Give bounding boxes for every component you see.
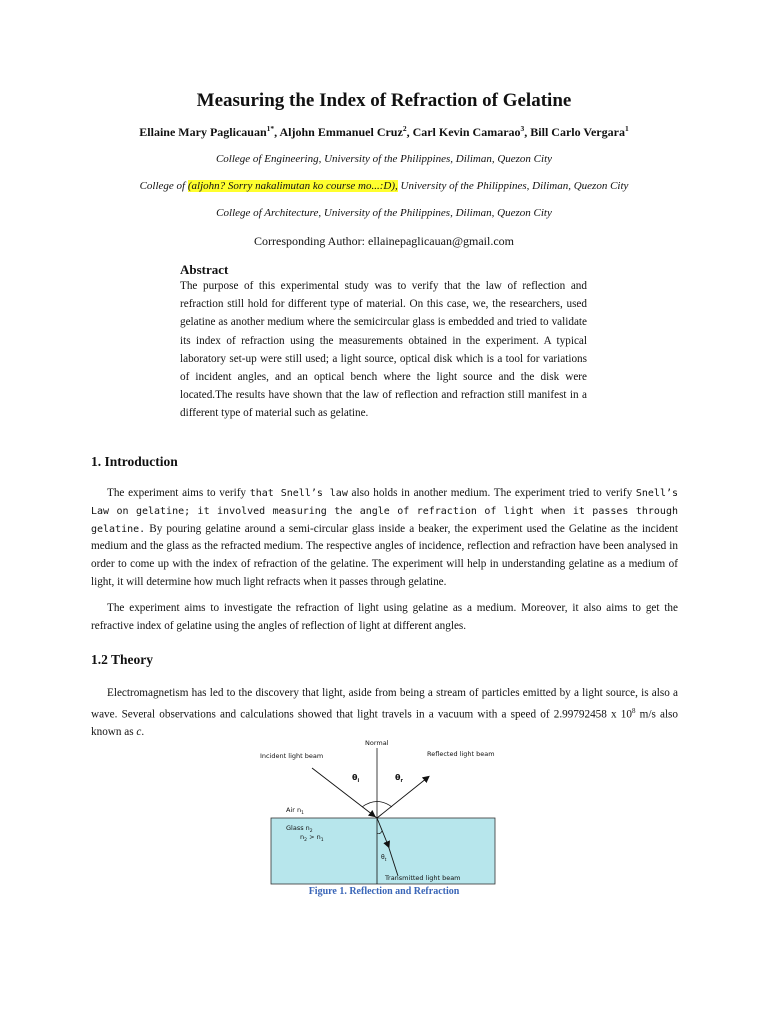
label-theta-i: $\theta_i$ bbox=[352, 773, 360, 784]
speed-of-light-symbol: c bbox=[136, 726, 142, 739]
author-name: Bill Carlo Vergara bbox=[530, 125, 625, 139]
label-glass: Glass $n_2$ bbox=[286, 824, 313, 834]
intro-mono-text: that Snell’s law bbox=[249, 488, 348, 499]
label-theta-r: $\theta_r$ bbox=[395, 773, 403, 784]
label-reflected-beam: Reflected light beam bbox=[427, 750, 495, 758]
author-name: Carl Kevin Camarao bbox=[412, 125, 521, 139]
intro-text: By pouring gelatine around a semi-circular glass inside a beaker, the experiment used the Gelatine as the incident medium and the glass as the refracted medium. The respective angles of incidence, reflection and refraction have been analysed in order to come up with the index of refraction of the gelatine. The experiment will help in understanding gelatine as a medium of light, it will determine how much light refracts when it passes through gelatine. bbox=[91, 522, 678, 588]
author-list bbox=[0, 124, 768, 140]
author-separator: , bbox=[274, 125, 280, 139]
intro-text: also holds in another medium. The experiment tried to verify bbox=[347, 487, 636, 499]
introduction-paragraph-1 bbox=[91, 485, 678, 592]
author-affiliation-mark: 1 bbox=[624, 124, 629, 133]
affiliation-3: College of Architecture, University of the Philippines, Diliman, Quezon City bbox=[216, 207, 552, 219]
theory-text: . bbox=[141, 726, 145, 739]
theory-text: Electromagnetism has led to the discovery that light, aside from being a stream of particles emitted by a light source, is also a wave. Several observations and calculations showed that light travels in a vacuum with a speed of 2.99792458 x 10 bbox=[91, 687, 678, 721]
label-transmitted-beam: Transmitted light beam bbox=[385, 874, 461, 882]
author-affiliation-mark: 3 bbox=[520, 124, 525, 133]
author-name: Aljohn Emmanuel Cruz bbox=[279, 125, 403, 139]
affiliation-2-prefix: College of bbox=[139, 180, 188, 192]
section-heading-theory: 1.2 Theory bbox=[91, 652, 154, 667]
abstract-body: The purpose of this experimental study was to verify that the law of reflection and refraction still hold for different type of material. On this case, we, the researchers, used gelatine as another medium where the semicircular glass is embedded and tried to validate its index of refraction using the measurements obtained in the experiment. A typical laboratory set-up were still used; a light source, optical disk which is a tool for variations of incident angles, and an optical bench where the light source and the disk were located.The results have shown that the law of reflection and refraction still manifest in a different type of material such as gelatine. bbox=[180, 280, 587, 420]
label-index-relation: $n_2 > n_1$ bbox=[300, 833, 324, 843]
paper-title: Measuring the Index of Refraction of Gelatine bbox=[196, 90, 572, 111]
refraction-diagram bbox=[255, 734, 505, 886]
figure-caption: Figure 1. Reflection and Refraction bbox=[308, 886, 460, 897]
label-air: Air $n_1$ bbox=[286, 806, 304, 816]
affiliation-2 bbox=[0, 180, 768, 192]
theory-text: m/s also known as bbox=[91, 708, 678, 739]
corresponding-author: Corresponding Author: ellainepaglicauan@gmail.com bbox=[254, 234, 514, 248]
label-normal: Normal bbox=[365, 739, 389, 747]
section-heading-introduction: 1. Introduction bbox=[91, 454, 178, 469]
introduction-paragraph-2: The experiment aims to investigate the refraction of light using gelatine as a medium. Moreover, it also aims to get the refractive index of gelatine using the angles of reflection of light at different angles. bbox=[91, 602, 678, 632]
label-incident-beam: Incident light beam bbox=[260, 752, 324, 760]
author-affiliation-mark: 2 bbox=[402, 124, 407, 133]
author-affiliation-mark: 1* bbox=[266, 124, 275, 133]
affiliation-2-suffix: University of the Philippines, Diliman, Quezon City bbox=[397, 180, 629, 192]
reflected-ray bbox=[377, 778, 427, 818]
author-name: Ellaine Mary Paglicauan bbox=[139, 125, 267, 139]
label-theta-t: $\theta_t$ bbox=[381, 854, 387, 863]
intro-mono-text: Snell’s Law on gelatine; it involved measuring the angle of refraction of light when it passes through gelatine. bbox=[91, 488, 679, 535]
incident-ray-end bbox=[373, 815, 377, 818]
highlighted-comment: (aljohn? Sorry nakalimutan ko course mo...:D), bbox=[187, 180, 398, 192]
abstract-heading: Abstract bbox=[180, 262, 229, 277]
exponent: 8 bbox=[631, 706, 636, 715]
author-separator: , bbox=[524, 125, 531, 139]
affiliation-1: College of Engineering, University of the Philippines, Diliman, Quezon City bbox=[215, 153, 553, 165]
incident-ray bbox=[312, 768, 373, 815]
author-separator: , bbox=[406, 125, 413, 139]
intro-text: The experiment aims to verify bbox=[107, 487, 250, 499]
